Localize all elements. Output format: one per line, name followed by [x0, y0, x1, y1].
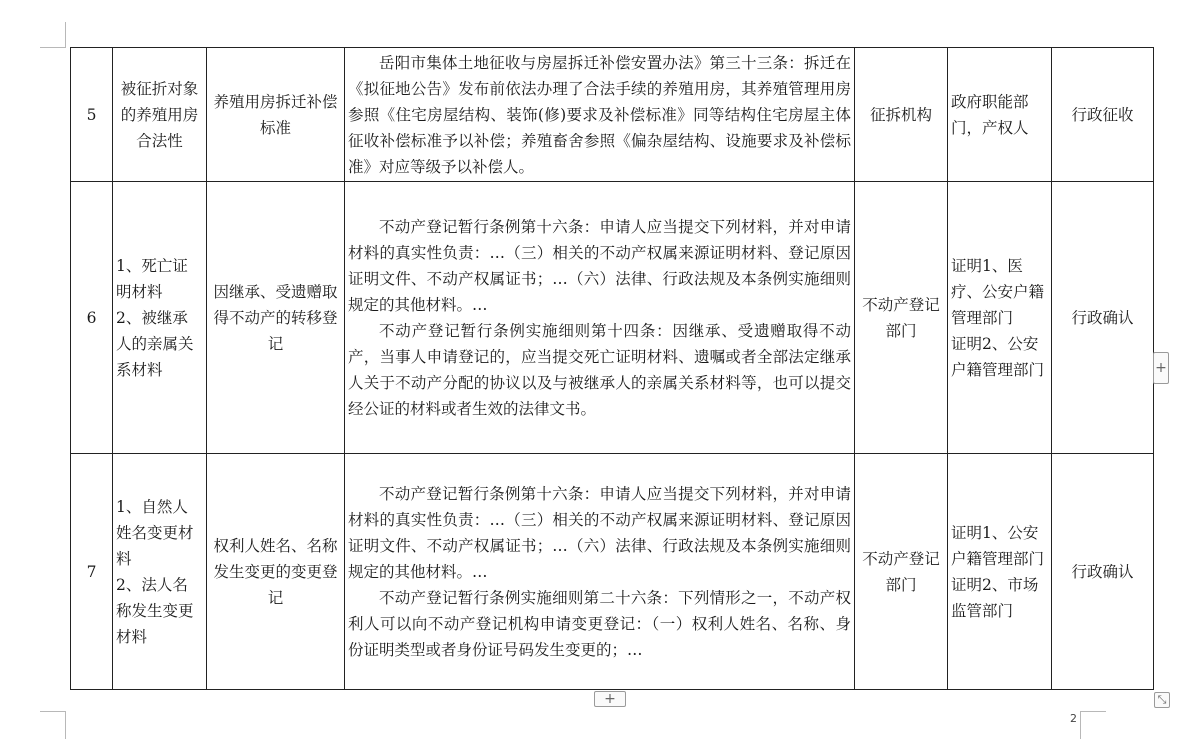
page-corner-mark	[65, 22, 66, 47]
provider-cell[interactable]: 政府职能部门，产权人	[948, 48, 1052, 182]
agency-cell[interactable]: 不动产登记部门	[855, 454, 948, 690]
page-number: 2	[1070, 712, 1077, 725]
table-row	[71, 454, 1154, 690]
document-table[interactable]	[70, 47, 1154, 690]
item-cell[interactable]: 因继承、受遗赠取得不动产的转移登记	[207, 182, 345, 454]
legal-basis-cell[interactable]	[345, 48, 855, 182]
legal-basis-cell[interactable]	[345, 454, 855, 690]
provider-cell[interactable]: 证明1、公安户籍管理部门 证明2、市场监管部门	[948, 454, 1052, 690]
add-column-button[interactable]: +	[1153, 352, 1169, 384]
type-cell[interactable]: 行政征收	[1052, 48, 1154, 182]
page-corner-mark	[65, 711, 66, 739]
legal-paragraph: 不动产登记暂行条例实施细则第十四条：因继承、受遗赠取得不动产，当事人申请登记的，应当提交死亡证明材料、遗嘱或者全部法定继承人关于不动产分配的协议以及与被继承人的亲属关系材料等，也可以提交经公证的材料或者生效的法律文书。	[348, 321, 851, 418]
legal-paragraph: 不动产登记暂行条例第十六条：申请人应当提交下列材料，并对申请材料的真实性负责：…（三）相关的不动产权属来源证明材料、登记原因证明文件、不动产权属证书；…（六）法律、行政法规及本条例实施细则规定的其他材料。…	[348, 484, 851, 581]
subject-cell[interactable]: 1、自然人姓名变更材料 2、法人名称发生变更材料	[113, 454, 207, 690]
type-cell[interactable]: 行政确认	[1052, 182, 1154, 454]
item-cell[interactable]: 养殖用房拆迁补偿标准	[207, 48, 345, 182]
row-number[interactable]: 5	[71, 48, 113, 182]
table-row	[71, 182, 1154, 454]
agency-cell[interactable]: 不动产登记部门	[855, 182, 948, 454]
type-cell[interactable]: 行政确认	[1052, 454, 1154, 690]
table-row	[71, 48, 1154, 182]
legal-basis-cell[interactable]	[345, 182, 855, 454]
page-corner-mark	[1080, 711, 1081, 739]
subject-cell[interactable]: 被征折对象的养殖用房合法性	[113, 48, 207, 182]
row-number[interactable]: 6	[71, 182, 113, 454]
legal-paragraph: 岳阳市集体土地征收与房屋拆迁补偿安置办法》第三十三条：拆迁在《拟征地公告》发布前依法办理了合法手续的养殖用房，其养殖管理用房参照《住宅房屋结构、装饰(修)要求及补偿标准》同等结构住宅房屋主体征收补偿标准予以补偿；养殖畜舍参照《偏杂屋结构、设施要求及补偿标准》对应等级予以补偿人。	[348, 53, 851, 176]
page-corner-mark	[1080, 711, 1106, 712]
agency-cell[interactable]: 征拆机构	[855, 48, 948, 182]
legal-paragraph: 不动产登记暂行条例实施细则第二十六条：下列情形之一，不动产权利人可以向不动产登记机构申请变更登记：（一）权利人姓名、名称、身份证明类型或者身份证号码发生变更的；…	[348, 588, 851, 659]
subject-cell[interactable]: 1、死亡证明材料 2、被继承人的亲属关系材料	[113, 182, 207, 454]
page-corner-mark	[40, 47, 66, 48]
item-cell[interactable]: 权利人姓名、名称发生变更的变更登记	[207, 454, 345, 690]
table-resize-handle[interactable]: ⤡	[1154, 692, 1170, 708]
row-number[interactable]: 7	[71, 454, 113, 690]
legal-paragraph: 不动产登记暂行条例第十六条：申请人应当提交下列材料，并对申请材料的真实性负责：…（三）相关的不动产权属来源证明材料、登记原因证明文件、不动产权属证书；…（六）法律、行政法规及本条例实施细则规定的其他材料。…	[348, 217, 851, 314]
add-row-button[interactable]: +	[594, 691, 626, 707]
page-corner-mark	[40, 711, 66, 712]
provider-cell[interactable]: 证明1、医疗、公安户籍管理部门 证明2、公安户籍管理部门	[948, 182, 1052, 454]
